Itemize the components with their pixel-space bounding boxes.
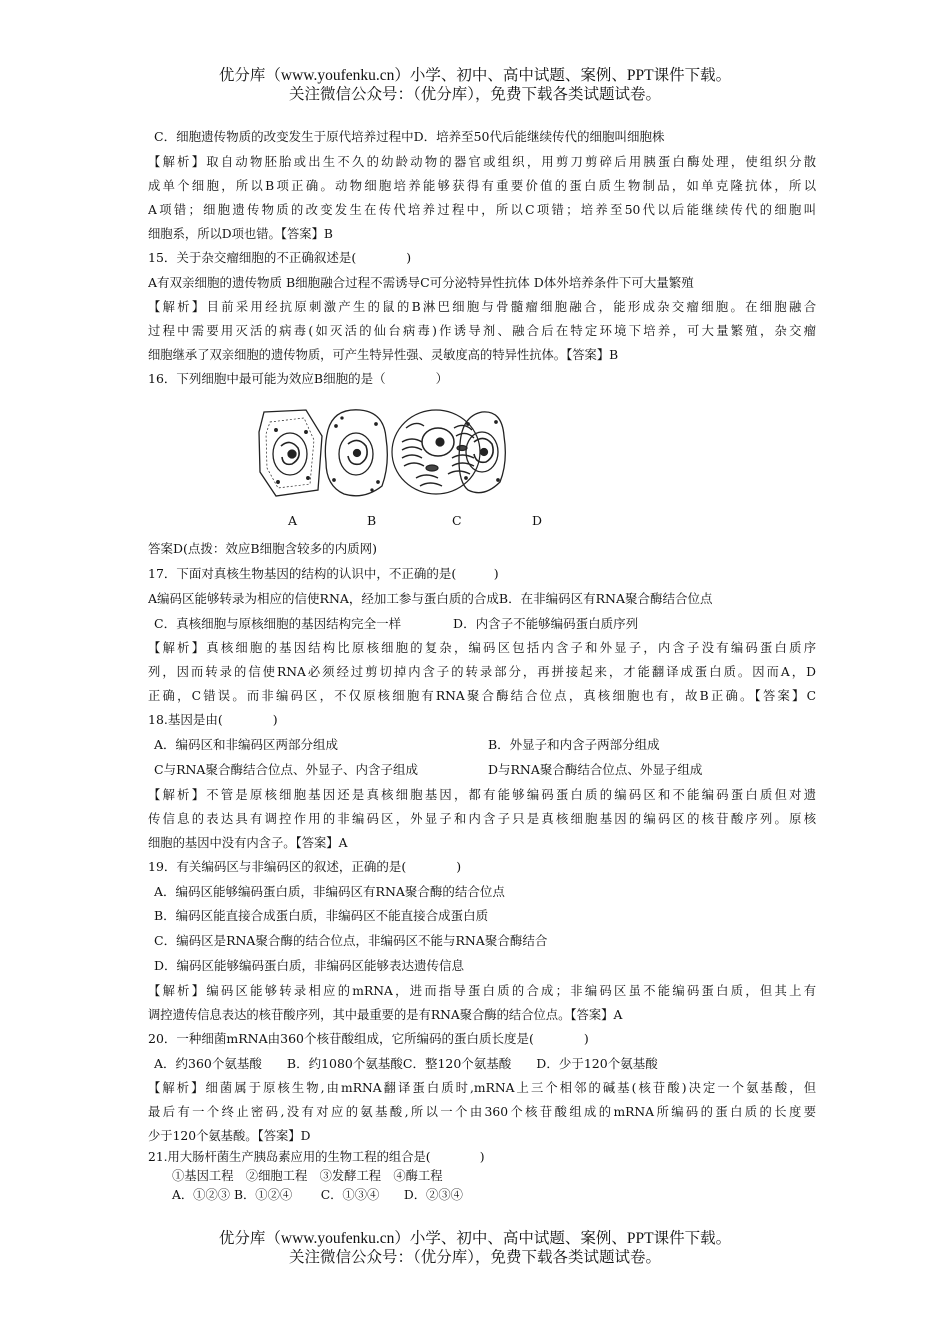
q17-analysis-line: 正确，C错误。而非编码区，不仅原核细胞有RNA聚合酶结合位点，真核细胞也有，故B正确。【答案】C (148, 689, 816, 704)
q19-option: C．编码区是RNA聚合酶的结合位点，非编码区不能与RNA聚合酶结合 (154, 933, 548, 949)
cell-diagrams (256, 402, 506, 502)
q17-analysis-line: 【解析】真核细胞的基因结构比原核细胞的复杂，编码区包括内含子和外显子，内含子没有编码蛋白质序 (148, 641, 816, 656)
q19-option: B．编码区能直接合成蛋白质，非编码区不能直接合成蛋白质 (154, 908, 489, 924)
cell-labels (148, 509, 816, 537)
q15-stem: 15．关于杂交瘤细胞的不正确叙述是( ) (148, 249, 412, 265)
q19-option: D．编码区能够编码蛋白质，非编码区能够表达遗传信息 (154, 957, 465, 973)
q20-analysis-line: 【解析】细菌属于原核生物,由mRNA翻译蛋白质时,mRNA上三个相邻的碱基(核苷酸)决定一个氨基酸，但 (148, 1081, 816, 1096)
q21-options: A．①②③ B．①②④ C．①③④ D．②③④ (172, 1188, 463, 1203)
q21-items: ①基因工程 ②细胞工程 ③发酵工程 ④酶工程 (172, 1169, 443, 1184)
q18-options-ab (148, 733, 816, 758)
footer-line-1: 优分库（www.youfenku.cn）小学、初中、高中试题、案例、PPT课件下载。 (218, 1230, 732, 1247)
q20-options: A．约360个氨基酸 B．约1080个氨基酸C．整120个氨基酸 D．少于120个氨基酸 (154, 1055, 658, 1071)
q18-option-a: A．编码区和非编码区两部分组成 (154, 737, 339, 753)
q15-options: A有双亲细胞的遗传物质 B细胞融合过程不需诱导C可分泌特异性抗体 D体外培养条件下可大量繁殖 (148, 274, 694, 290)
cell-label-a: A (288, 513, 298, 529)
q17-stem: 17．下面对真核生物基因的结构的认识中，不正确的是( ) (148, 565, 499, 581)
q15-analysis-line: 【解析】目前采用经抗原刺激产生的鼠的B淋巴细胞与骨髓瘤细胞融合，能形成杂交瘤细胞。在细胞融合 (148, 300, 816, 315)
q15-analysis-line: 过程中需要用灭活的病毒(如灭活的仙台病毒)作诱导剂、融合后在特定环境下培养，可大量繁殖，杂交瘤 (148, 324, 816, 339)
q18-option-d: D与RNA聚合酶结合位点、外显子组成 (488, 761, 703, 777)
q17-option-c: C．真核细胞与原核细胞的基因结构完全一样 (154, 615, 402, 631)
q18-analysis-line: 传信息的表达具有调控作用的非编码区，外显子和内含子只是真核细胞基因的编码区的核苷酸序列。原核 (148, 811, 816, 826)
q19-stem: 19．有关编码区与非编码区的叙述，正确的是( ) (148, 858, 462, 874)
q17-option-d: D．内含子不能够编码蛋白质序列 (453, 615, 639, 631)
q18-analysis-line: 【解析】不管是原核细胞基因还是真核细胞基因，都有能够编码蛋白质的编码区和不能编码蛋白质但对遗 (148, 787, 816, 802)
q14-options-cd: C．细胞遗传物质的改变发生于原代培养过程中D．培养至50代后能继续传代的细胞叫细胞株 (154, 129, 665, 144)
q14-analysis-line: 成单个细胞，所以B项正确。动物细胞培养能够获得有重要价值的蛋白质生物制品，如单克隆抗体，所以 (148, 178, 816, 193)
page-footer (0, 1229, 950, 1267)
q20-stem: 20．一种细菌mRNA由360个核苷酸组成，它所编码的蛋白质长度是( ) (148, 1030, 589, 1046)
cell-a-drawing (259, 410, 322, 496)
q18-analysis-line: 细胞的基因中没有内含子。【答案】A (148, 835, 348, 850)
q17-analysis-line: 列，因而转录的信使RNA必须经过剪切掉内含子的转录部分，再拼接起来，才能翻译成蛋白质。因而A，D (148, 665, 816, 680)
q17-options-cd (148, 612, 816, 637)
q18-options-cd (148, 758, 816, 783)
q14-analysis-line: 【解析】取自动物胚胎或出生不久的幼龄动物的器官或组织，用剪刀剪碎后用胰蛋白酶处理，使组织分散 (148, 154, 816, 169)
cell-label-b: B (367, 513, 377, 529)
q18-option-c: C与RNA聚合酶结合位点、外显子、内含子组成 (154, 761, 418, 777)
q18-option-b: B．外显子和内含子两部分组成 (488, 737, 660, 753)
cell-b-drawing (325, 410, 387, 496)
q19-analysis-line: 【解析】编码区能够转录相应的mRNA，进而指导蛋白质的合成；非编码区虽不能编码蛋白质，但其上有 (148, 983, 816, 998)
q17-options-ab: A编码区能够转录为相应的信使RNA，经加工参与蛋白质的合成B．在非编码区有RNA聚合酶结合位点 (148, 590, 713, 606)
q18-stem: 18.基因是由( ) (148, 712, 278, 728)
q16-answer: 答案D(点拨：效应B细胞含较多的内质网) (148, 541, 377, 557)
q14-analysis-line: 细胞系，所以D项也错。【答案】B (148, 226, 333, 241)
q20-analysis-line: 最后有一个终止密码,没有对应的氨基酸,所以一个由360个核苷酸组成的mRNA所编码的蛋白质的长度要 (148, 1105, 816, 1120)
footer-line-2: 关注微信公众号：（优分库），免费下载各类试题试卷。 (288, 1249, 661, 1266)
q19-option: A．编码区能够编码蛋白质，非编码区有RNA聚合酶的结合位点 (154, 883, 505, 899)
exam-content (148, 125, 816, 1205)
cell-figure (148, 394, 816, 509)
cell-label-d: D (532, 513, 543, 529)
cell-label-c: C (452, 513, 462, 529)
q20-analysis-line: 少于120个氨基酸。【答案】D (148, 1129, 311, 1144)
q21-stem: 21.用大肠杆菌生产胰岛素应用的生物工程的组合是( ) (148, 1150, 485, 1165)
q16-stem: 16．下列细胞中最可能为效应B细胞的是（ ） (148, 371, 449, 387)
cell-d-drawing (459, 412, 505, 493)
header-line-2: 关注微信公众号：（优分库），免费下载各类试题试卷。 (288, 86, 661, 103)
q21-block (148, 1148, 816, 1205)
q14-analysis-line: A项错；细胞遗传物质的改变发生在传代培养过程中，所以C项错；培养至50代以后能继续传代的细胞叫 (148, 202, 816, 217)
q19-analysis-line: 调控遗传信息表达的核苷酸序列，其中最重要的是有RNA聚合酶的结合位点。【答案】A (148, 1007, 623, 1022)
q15-analysis-line: 细胞继承了双亲细胞的遗传物质，可产生特异性强、灵敏度高的特异性抗体。【答案】B (148, 348, 619, 363)
header-line-1: 优分库（www.youfenku.cn）小学、初中、高中试题、案例、PPT课件下载。 (218, 67, 732, 84)
page-header (0, 66, 950, 104)
